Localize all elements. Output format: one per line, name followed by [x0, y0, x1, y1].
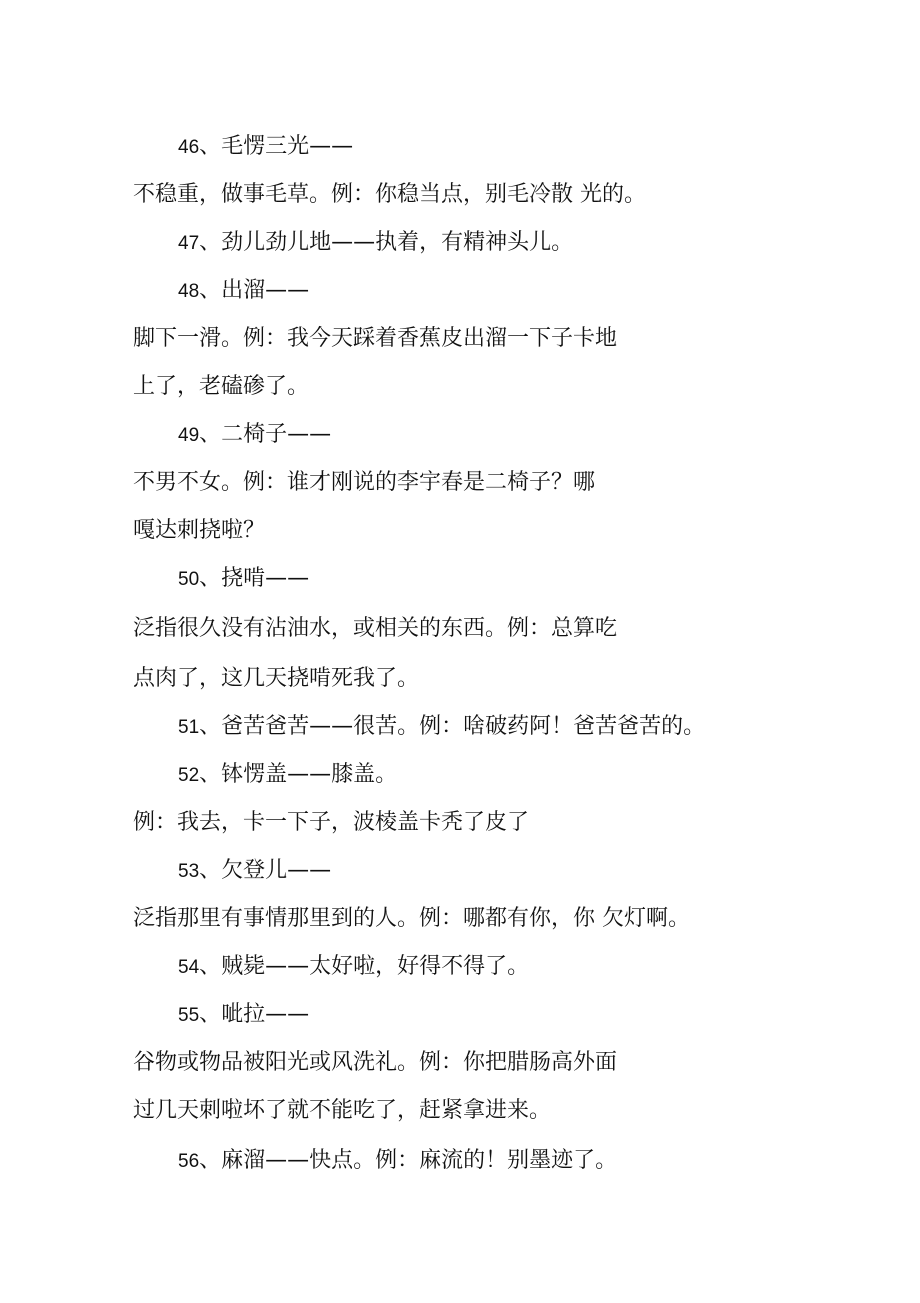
entry-text: 、钵愣盖——膝盖。: [199, 762, 398, 787]
entry-number: 49: [178, 425, 200, 446]
entry-48-definition-cont: [133, 373, 309, 401]
entry-number: 51: [178, 717, 200, 738]
entry-number: 50: [178, 569, 200, 590]
entry-52-heading: [178, 761, 397, 790]
entry-text: 、欠登儿——: [199, 858, 332, 883]
entry-text: 、劲儿劲儿地——执着，有精神头儿。: [199, 230, 574, 255]
entry-48-heading: [178, 277, 309, 306]
entry-number: 55: [178, 1005, 200, 1026]
entry-number: 52: [178, 765, 200, 786]
entry-46-definition: [133, 181, 646, 209]
entry-number: 54: [178, 957, 200, 978]
entry-text: 泛指那里有事情那里到的人。例：哪都有你，你 欠灯啊。: [133, 906, 690, 931]
entry-55-definition-cont: [133, 1097, 551, 1125]
entry-text: 谷物或物品被阳光或风洗礼。例：你把腊肠高外面: [133, 1050, 618, 1075]
entry-54-heading: [178, 953, 529, 982]
entry-text: 上了，老磕碜了。: [133, 374, 310, 399]
entry-47-heading: [178, 229, 573, 258]
entry-50-heading: [178, 565, 309, 594]
entry-text: 、毛愣三光——: [199, 134, 354, 159]
entry-52-definition: [133, 809, 529, 837]
entry-text: 、爸苦爸苦——很苦。例：啥破药阿！爸苦爸苦的。: [199, 714, 706, 739]
entry-number: 56: [178, 1151, 200, 1172]
entry-number: 47: [178, 233, 200, 254]
entry-text: 例：我去，卡一下子，波棱盖卡秃了皮了: [133, 810, 530, 835]
entry-53-heading: [178, 857, 331, 886]
entry-text: 嘎达刺挠啦？: [133, 518, 266, 543]
entry-53-definition: [133, 905, 690, 933]
entry-50-definition: [133, 615, 617, 643]
entry-49-heading: [178, 421, 331, 450]
entry-text: 、出溜——: [199, 278, 310, 303]
entry-text: 泛指很久没有沾油水，或相关的东西。例：总算吃: [133, 616, 618, 641]
entry-49-definition: [133, 469, 595, 497]
entry-number: 53: [178, 861, 200, 882]
entry-text: 、贼毙——太好啦，好得不得了。: [199, 954, 530, 979]
entry-text: 过几天刺啦坏了就不能吃了，赶紧拿进来。: [133, 1098, 552, 1123]
entry-50-definition-cont: [133, 665, 419, 693]
entry-55-definition: [133, 1049, 617, 1077]
entry-text: 、挠啃——: [199, 566, 310, 591]
entry-text: 不男不女。例：谁才刚说的李宇春是二椅子？哪: [133, 470, 596, 495]
entry-number: 46: [178, 137, 200, 158]
entry-48-definition: [133, 325, 617, 353]
entry-55-heading: [178, 1001, 309, 1030]
entry-text: 、麻溜——快点。例：麻流的！别墨迹了。: [199, 1148, 618, 1173]
entry-text: 点肉了，这几天挠啃死我了。: [133, 666, 420, 691]
entry-number: 48: [178, 281, 200, 302]
entry-46-heading: [178, 133, 353, 162]
entry-56-heading: [178, 1147, 617, 1176]
entry-text: 、二椅子——: [199, 422, 332, 447]
entry-51-heading: [178, 713, 705, 742]
entry-49-definition-cont: [133, 517, 265, 545]
entry-text: 脚下一滑。例：我今天踩着香蕉皮出溜一下子卡地: [133, 326, 618, 351]
entry-text: 、呲拉——: [199, 1002, 310, 1027]
entry-text: 不稳重，做事毛草。例：你稳当点，别毛冷散 光的。: [133, 182, 646, 207]
